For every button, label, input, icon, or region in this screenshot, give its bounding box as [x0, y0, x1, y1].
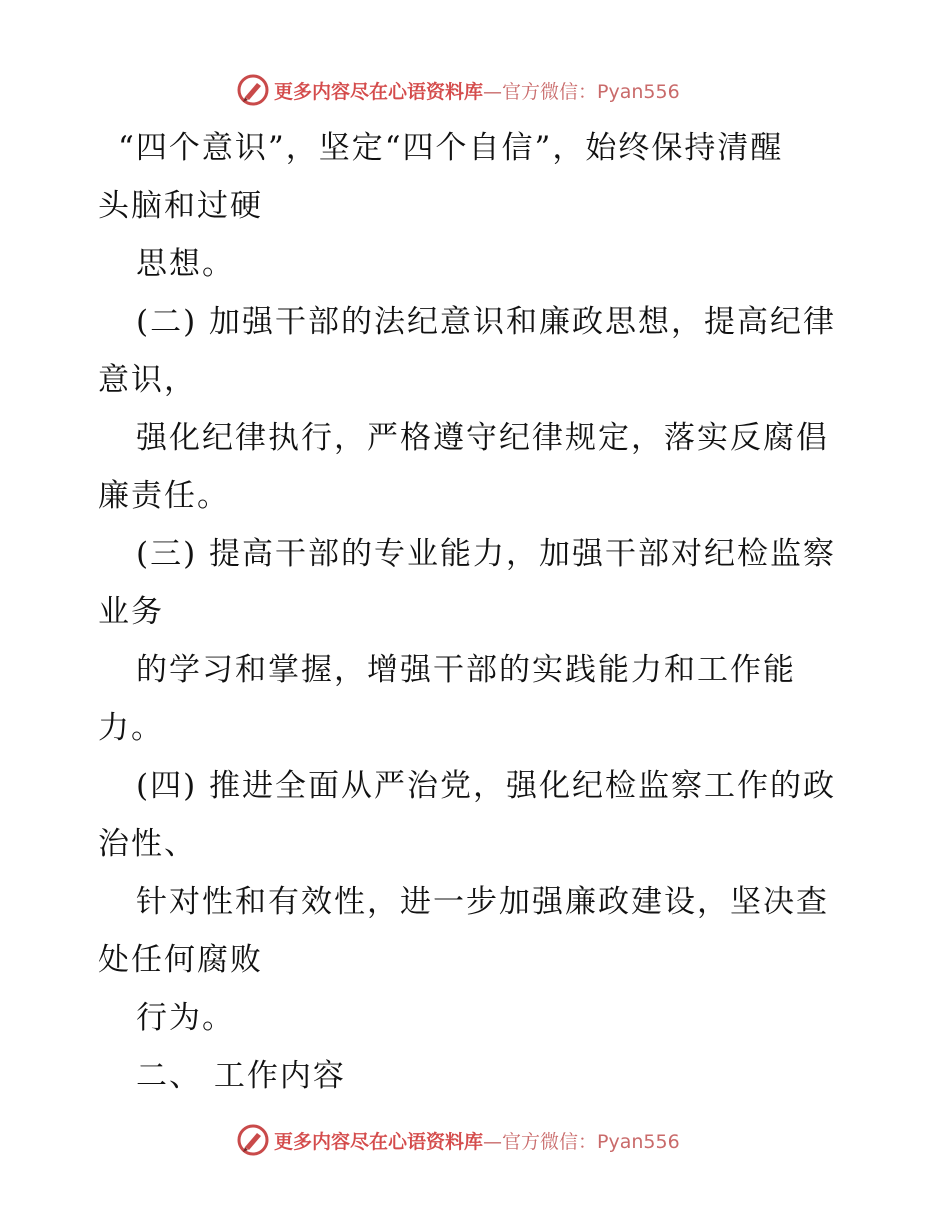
text-line: (四) 推进全面从严治党，强化纪检监察工作的政	[136, 768, 837, 804]
text-line: (三) 提高干部的专业能力，加强干部对纪检监察	[136, 536, 837, 572]
text-line: (二) 加强干部的法纪意识和廉政思想，提高纪律	[136, 304, 837, 340]
text-line: “四个意识”，坚定“四个自信”，始终保持清醒	[118, 130, 784, 166]
text-line: 行为。	[136, 1000, 235, 1036]
text-line: 针对性和有效性，进一步加强廉政建设，坚决查	[136, 884, 829, 920]
watermark-text	[274, 1127, 680, 1154]
text-line: 强化纪律执行，严格遵守纪律规定，落实反腐倡	[136, 420, 829, 456]
footer-watermark-banner	[236, 1122, 716, 1158]
text-line: 廉责任。	[98, 478, 230, 514]
watermark-prefix: 更多内容尽在心语资料库	[274, 80, 484, 103]
header-watermark-banner	[236, 72, 716, 108]
section-heading: 二、 工作内容	[136, 1058, 346, 1094]
text-line: 意识，	[98, 362, 197, 398]
watermark-dash: —	[483, 1130, 503, 1153]
text-line: 业务	[98, 594, 164, 630]
text-line: 治性、	[98, 826, 197, 862]
text-line: 力。	[98, 710, 164, 746]
pen-logo-icon	[236, 73, 270, 107]
text-line: 处任何腐败	[98, 942, 263, 978]
text-line: 的学习和掌握，增强干部的实践能力和工作能	[136, 652, 796, 688]
watermark-suffix: 官方微信：Pyan556	[502, 80, 680, 103]
watermark-suffix: 官方微信：Pyan556	[502, 1130, 680, 1153]
text-line: 思想。	[136, 246, 235, 282]
watermark-dash: —	[483, 80, 503, 103]
pen-logo-icon	[236, 1123, 270, 1157]
watermark-prefix: 更多内容尽在心语资料库	[274, 1130, 484, 1153]
text-line: 头脑和过硬	[98, 188, 263, 224]
watermark-text	[274, 77, 680, 104]
